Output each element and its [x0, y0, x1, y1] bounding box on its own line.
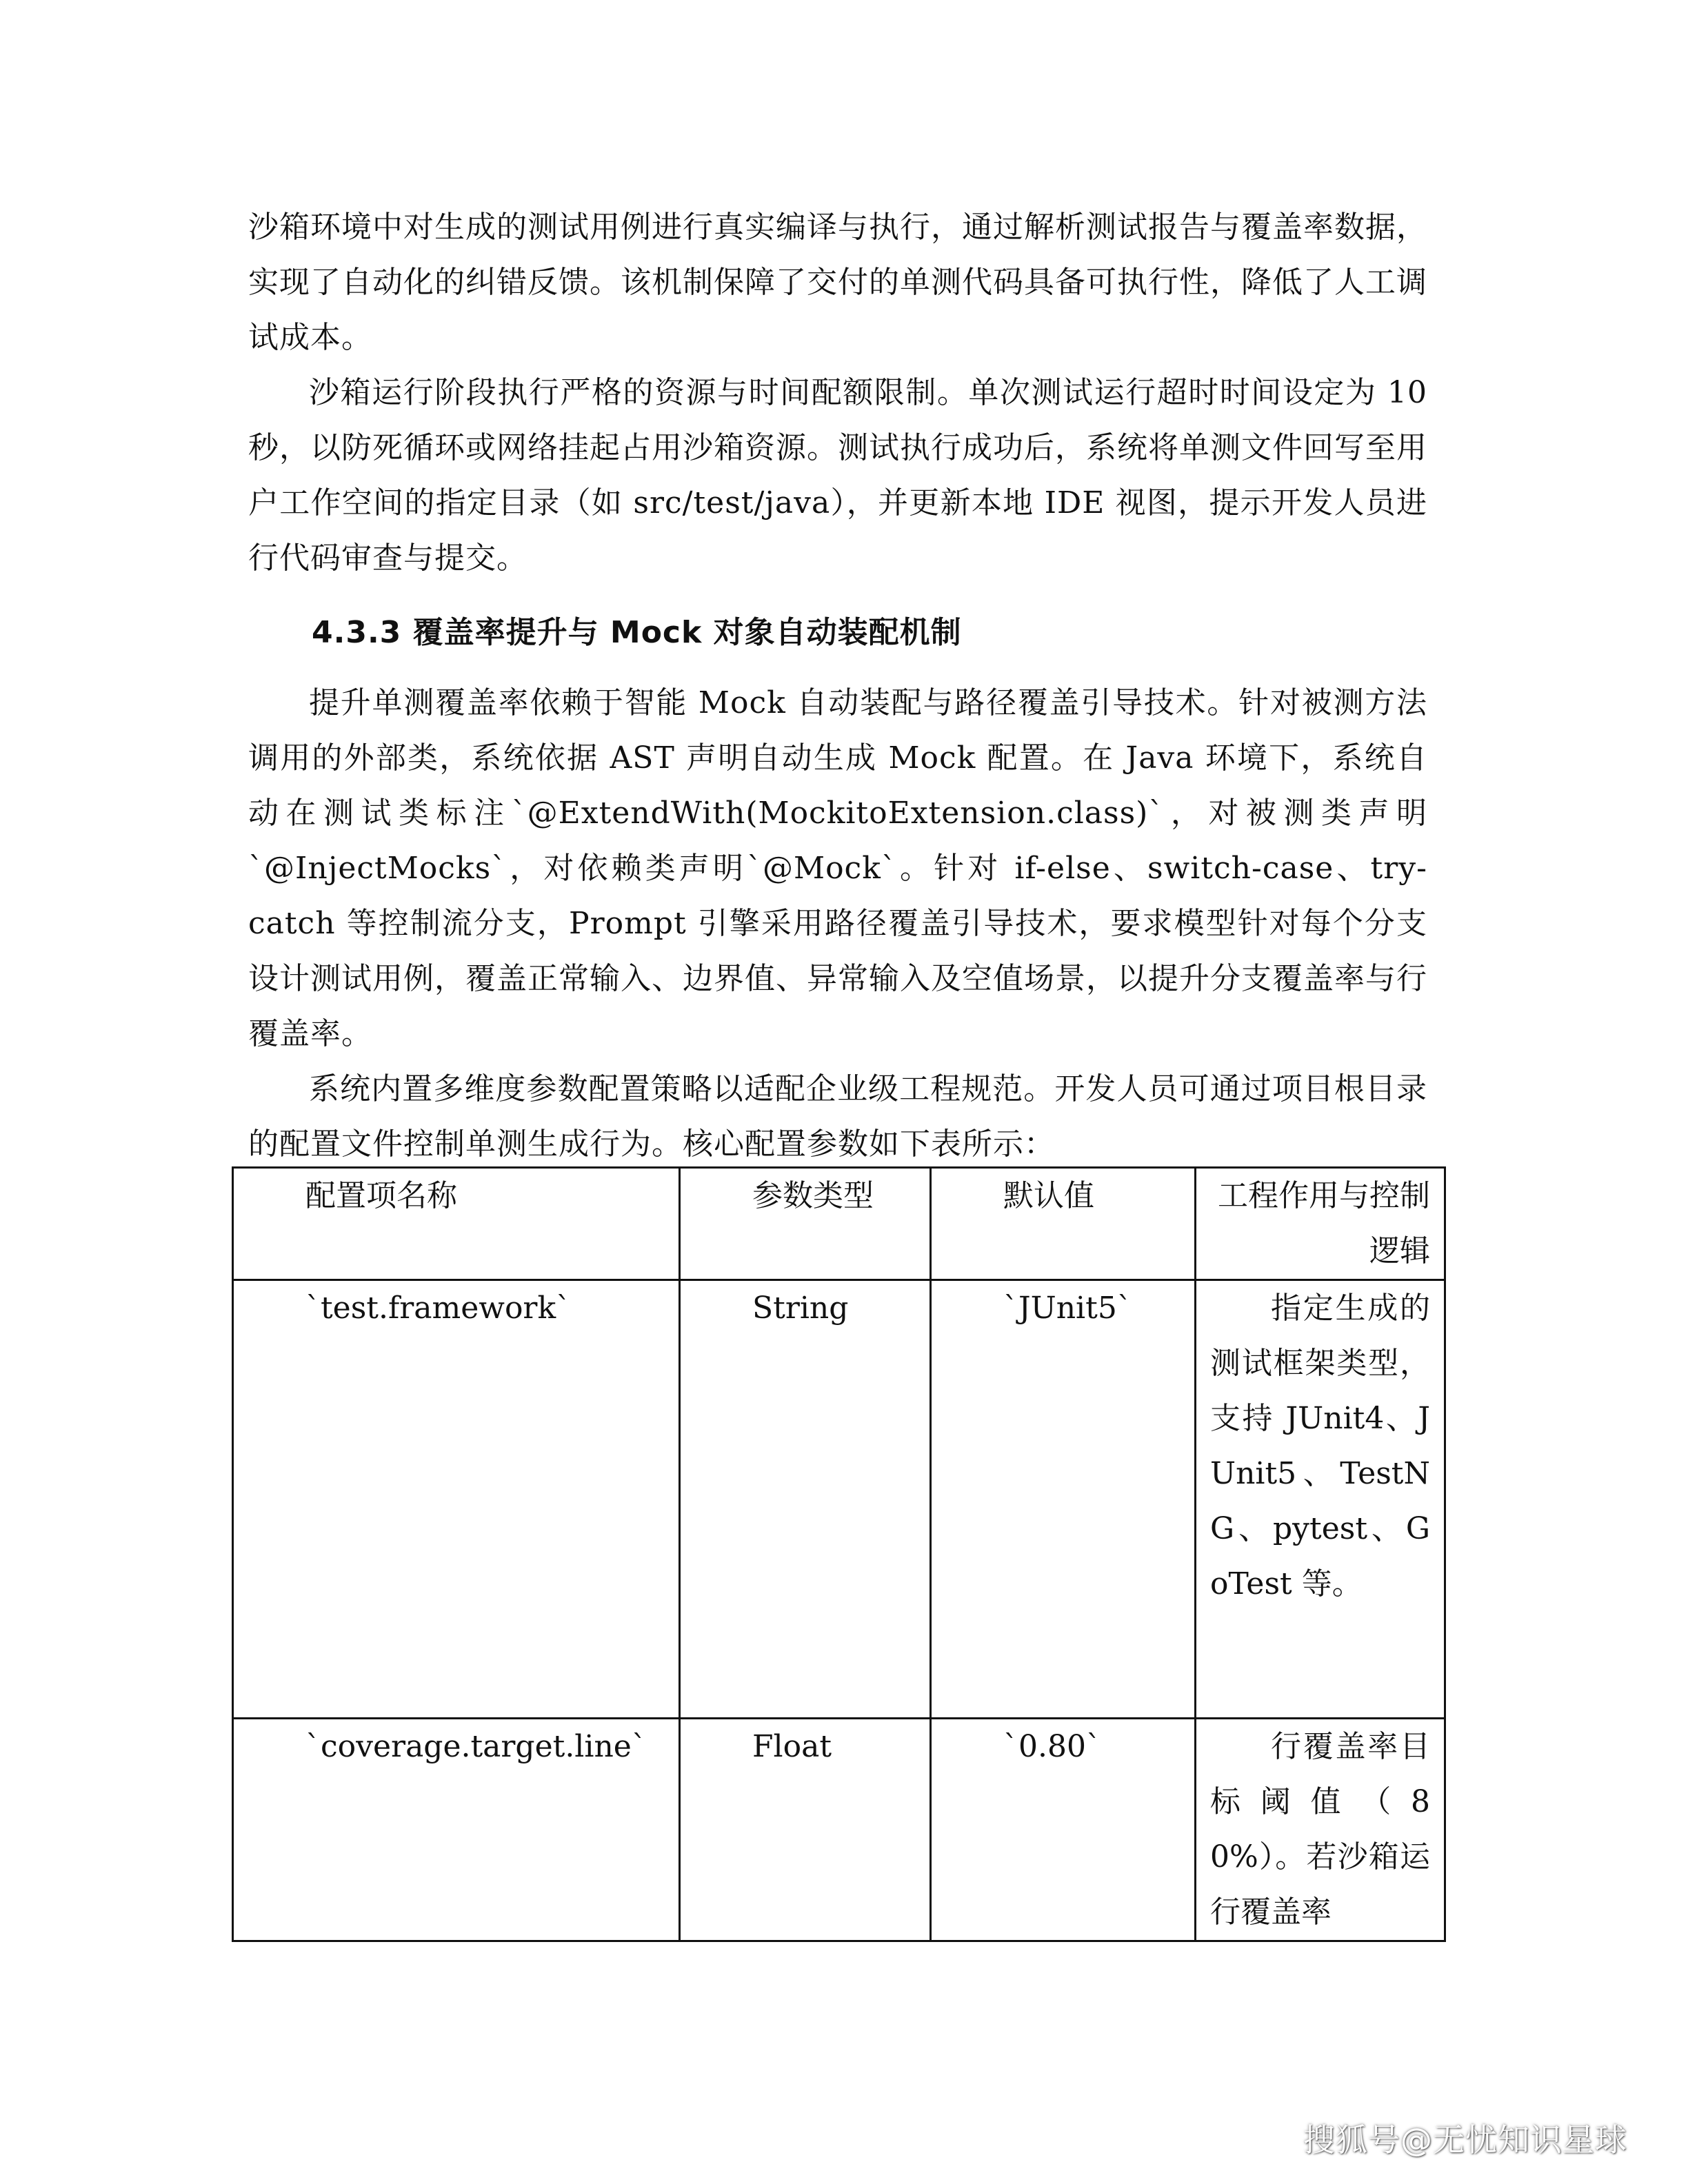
- cell-description-wrapper: [1196, 1280, 1445, 1719]
- header-default-value: 默认值: [931, 1168, 1196, 1280]
- header-config-name: 配置项名称: [233, 1168, 680, 1280]
- table-row: [233, 1719, 1445, 1941]
- paragraph-mock-assembly: 提升单测覆盖率依赖于智能 Mock 自动装配与路径覆盖引导技术。针对被测方法调用的外部类，系统依据 AST 声明自动生成 Mock 配置。在 Java 环境下，系统自动在测试类标注`@ExtendWith(MockitoExtension.class)`，对被测类声明`@InjectMocks`，对依赖类声明`@Mock`。针对 if-else、switch-case、try-catch 等控制流分支，Prompt 引擎采用路径覆盖引导技术，要求模型针对每个分支设计测试用例，覆盖正常输入、边界值、异常输入及空值场景，以提升分支覆盖率与行覆盖率。: [248, 685, 1427, 1051]
- cell-config-name: `test.framework`: [233, 1280, 680, 1719]
- header-param-type: 参数类型: [680, 1168, 931, 1280]
- paragraph-sandbox-feedback: 沙箱环境中对生成的测试用例进行真实编译与执行，通过解析测试报告与覆盖率数据，实现了自动化的纠错反馈。该机制保障了交付的单测代码具备可执行性，降低了人工调试成本。: [248, 210, 1427, 355]
- cell-param-type: String: [680, 1280, 931, 1719]
- cell-description: 行覆盖率目标阈值（80%）。若沙箱运行覆盖率: [1210, 1729, 1430, 1930]
- table-row: [233, 1280, 1445, 1719]
- section-heading: 4.3.3 覆盖率提升与 Mock 对象自动装配机制: [312, 615, 962, 650]
- config-table: [232, 1166, 1446, 1942]
- header-description: 工程作用与控制逻辑: [1196, 1168, 1445, 1280]
- document-body: [248, 200, 1427, 1172]
- cell-description-wrapper: [1196, 1719, 1445, 1941]
- cell-description: 指定生成的测试框架类型，支持 JUnit4、JUnit5、TestNG、pytest、GoTest 等。: [1210, 1291, 1430, 1601]
- table-header-row: [233, 1168, 1445, 1280]
- cell-param-type: Float: [680, 1719, 931, 1941]
- cell-default-value: `JUnit5`: [931, 1280, 1196, 1719]
- paragraph-sandbox-limits: 沙箱运行阶段执行严格的资源与时间配额限制。单次测试运行超时时间设定为 10 秒，以防死循环或网络挂起占用沙箱资源。测试执行成功后，系统将单测文件回写至用户工作空间的指定目录（如 src/test/java），并更新本地 IDE 视图，提示开发人员进行代码审查与提交。: [248, 375, 1427, 576]
- cell-config-name: `coverage.target.line`: [233, 1719, 680, 1941]
- watermark-text: 搜狐号@无忧知识星球: [1303, 2121, 1627, 2158]
- cell-default-value: `0.80`: [931, 1719, 1196, 1941]
- paragraph-config-intro: 系统内置多维度参数配置策略以适配企业级工程规范。开发人员可通过项目根目录的配置文件控制单测生成行为。核心配置参数如下表所示：: [248, 1071, 1427, 1162]
